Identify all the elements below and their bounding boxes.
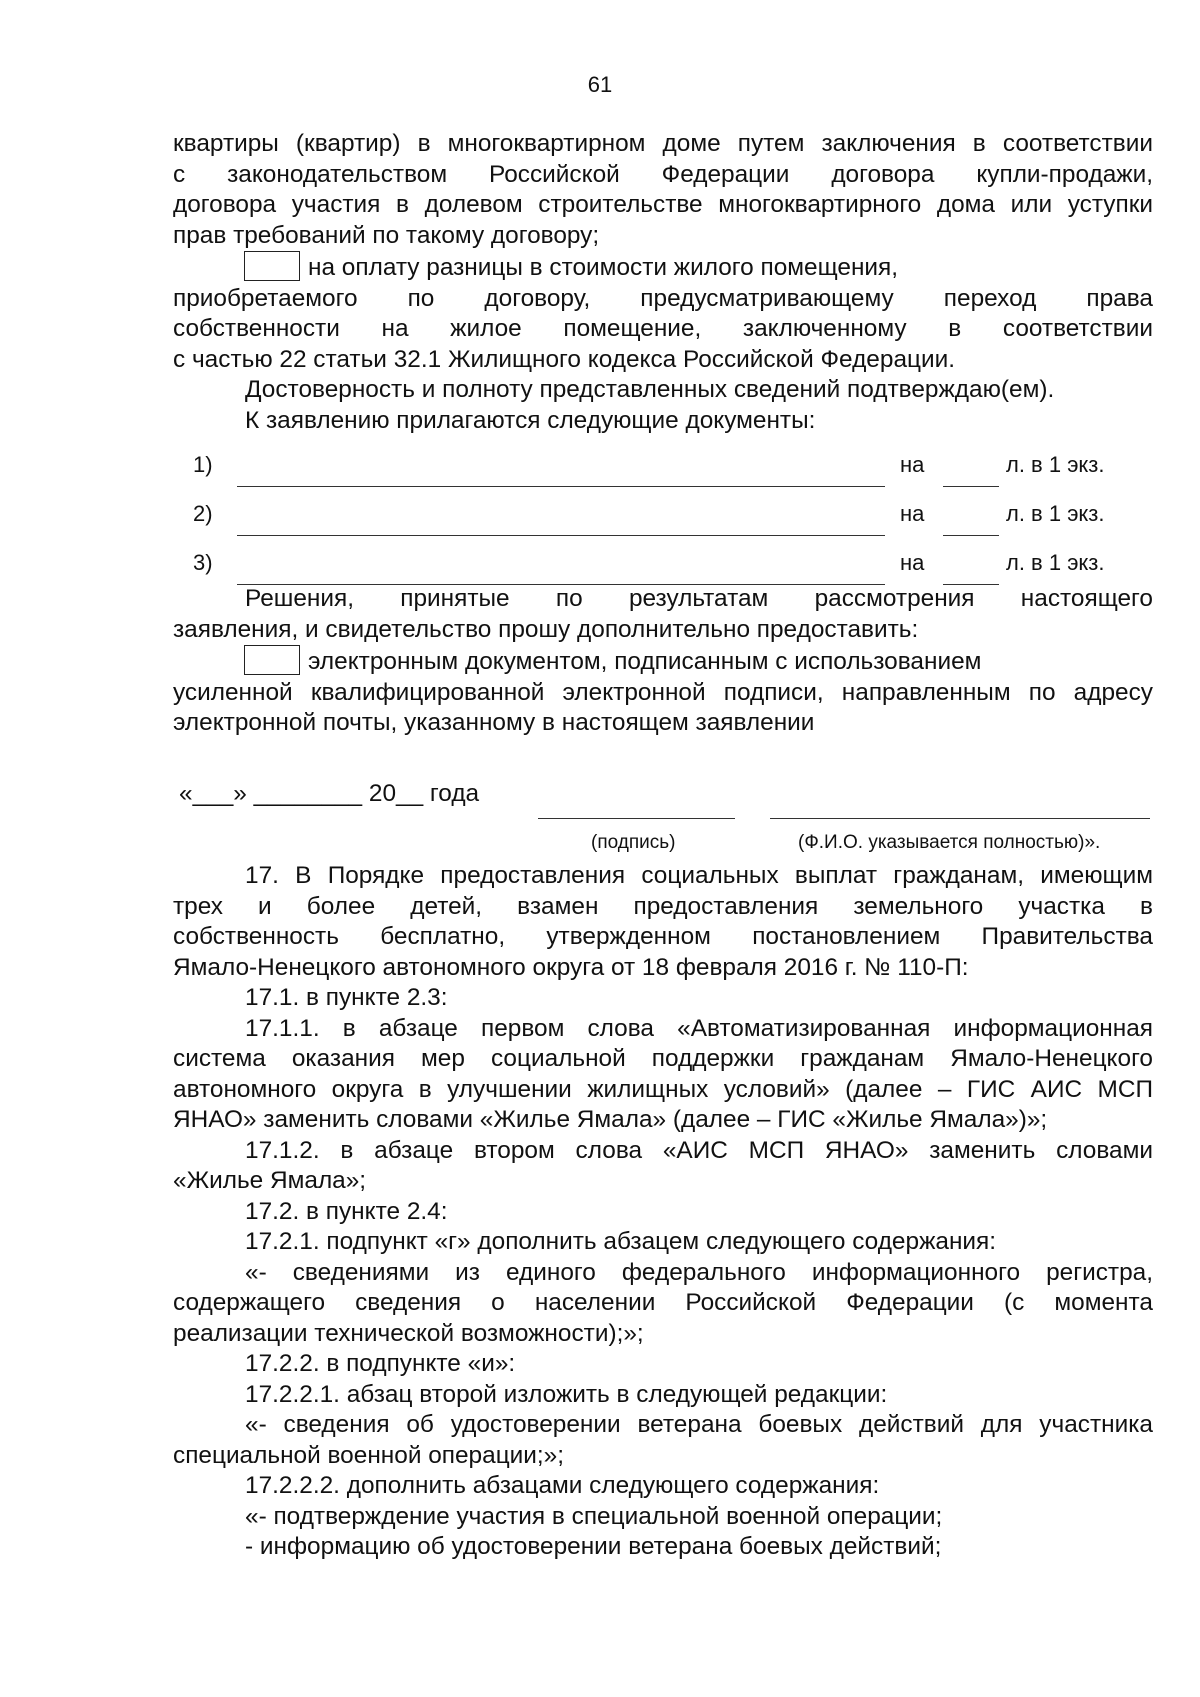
attachment-row-1 <box>0 448 1200 488</box>
na-label: на <box>900 452 925 477</box>
text-line: электронной почты, указанному в настоящем заявлении <box>173 709 815 736</box>
text-line: «- подтверждение участия в специальной военной операции; <box>245 1502 943 1530</box>
text-line: заявления, и свидетельство прошу дополнительно предоставить: <box>173 615 919 643</box>
text-line: 17.1.2. в абзаце втором слова «АИС МСП ЯНАО» заменить словами <box>245 1136 1153 1164</box>
text-line: «Жилье Ямала»; <box>173 1167 367 1194</box>
sheet-count-field[interactable] <box>943 486 999 487</box>
row-number: 1) <box>193 452 213 477</box>
checkbox-electronic-document[interactable] <box>244 645 300 675</box>
signature-line[interactable] <box>538 818 735 819</box>
sheet-count-field[interactable] <box>943 535 999 536</box>
text-line: содержащего сведения о населении Российской Федерации (с момента <box>173 1289 1153 1316</box>
text-line: трех и более детей, взамен предоставления земельного участка в <box>173 892 1153 920</box>
checkbox-label: на оплату разницы в стоимости жилого помещения, <box>308 254 899 281</box>
text-line: прав требований по такому договору; <box>173 221 600 249</box>
checkbox-option-price-difference <box>173 251 1153 284</box>
text-line: система оказания мер социальной поддержки гражданам Ямало-Ненецкого <box>173 1045 1153 1072</box>
na-label: на <box>900 550 925 575</box>
text-line: собственности на жилое помещение, заключенному в соответствии <box>173 315 1153 342</box>
attachments-heading: К заявлению прилагаются следующие документы: <box>245 406 816 434</box>
na-label: на <box>900 501 925 526</box>
text-line: Ямало-Ненецкого автономного округа от 18 февраля 2016 г. № 110-П: <box>173 953 969 981</box>
text-line: квартиры (квартир) в многоквартирном доме путем заключения в соответствии <box>173 130 1153 157</box>
copies-label: л. в 1 экз. <box>1006 501 1105 526</box>
attachment-row-2 <box>0 497 1200 537</box>
signature-label: (подпись) <box>591 832 676 853</box>
date-field[interactable]: «___» ________ 20__ года <box>179 780 480 807</box>
text-line: «- сведениями из единого федерального информационного регистра, <box>245 1258 1153 1286</box>
text-line: 17. В Порядке предоставления социальных выплат гражданам, имеющим <box>245 862 1153 889</box>
text-line: специальной военной операции;»; <box>173 1441 565 1469</box>
text-line: реализации технической возможности);»; <box>173 1319 644 1347</box>
copies-label: л. в 1 экз. <box>1006 452 1105 477</box>
intro-paragraph <box>173 129 1153 436</box>
clause-17-2-2-2: 17.2.2.2. дополнить абзацами следующего содержания: <box>245 1472 880 1499</box>
document-name-field[interactable] <box>237 486 885 487</box>
text-line: автономного округа в улучшении жилищных условий» (далее – ГИС АИС МСП <box>173 1075 1153 1103</box>
text-line: Решения, принятые по результатам рассмотрения настоящего <box>245 585 1153 612</box>
text-line: договора участия в долевом строительстве многоквартирного дома или уступки <box>173 191 1153 218</box>
document-name-field[interactable] <box>237 535 885 536</box>
text-line: с частью 22 статьи 32.1 Жилищного кодекса Российской Федерации. <box>173 345 955 373</box>
checkbox-price-difference[interactable] <box>244 251 300 281</box>
section-17 <box>173 861 1153 1563</box>
fio-label: (Ф.И.О. указывается полностью)». <box>798 832 1101 853</box>
clause-17-2-2: 17.2.2. в подпункте «и»: <box>245 1350 516 1377</box>
clause-17-2: 17.2. в пункте 2.4: <box>245 1197 448 1225</box>
text-line: ЯНАО» заменить словами «Жилье Ямала» (далее – ГИС «Жилье Ямала»)»; <box>173 1106 1048 1133</box>
checkbox-option-electronic <box>173 645 1153 678</box>
checkbox-label: электронным документом, подписанным с использованием <box>308 648 982 675</box>
clause-17-1: 17.1. в пункте 2.3: <box>245 984 448 1011</box>
copies-label: л. в 1 экз. <box>1006 550 1105 575</box>
row-number: 2) <box>193 501 213 526</box>
attachment-row-3 <box>0 546 1200 586</box>
fio-line[interactable] <box>770 818 1150 819</box>
page-number: 61 <box>587 72 613 97</box>
text-line: с законодательством Российской Федерации договора купли-продажи, <box>173 160 1153 188</box>
decision-paragraph <box>173 584 1153 739</box>
text-line: приобретаемого по договору, предусматривающему переход права <box>173 284 1153 312</box>
text-line: 17.1.1. в абзаце первом слова «Автоматизированная информационная <box>245 1014 1153 1042</box>
text-line: собственность бесплатно, утвержденном постановлением Правительства <box>173 923 1153 950</box>
row-number: 3) <box>193 550 213 575</box>
text-line: усиленной квалифицированной электронной подписи, направленным по адресу <box>173 678 1153 706</box>
confirmation-statement: Достоверность и полноту представленных сведений подтверждаю(ем). <box>245 376 1055 403</box>
text-line: «- сведения об удостоверении ветерана боевых действий для участника <box>245 1411 1153 1438</box>
clause-17-2-1: 17.2.1. подпункт «г» дополнить абзацем следующего содержания: <box>245 1228 997 1255</box>
clause-17-2-2-1: 17.2.2.1. абзац второй изложить в следующей редакции: <box>245 1380 888 1408</box>
text-line: - информацию об удостоверении ветерана боевых действий; <box>245 1533 942 1560</box>
